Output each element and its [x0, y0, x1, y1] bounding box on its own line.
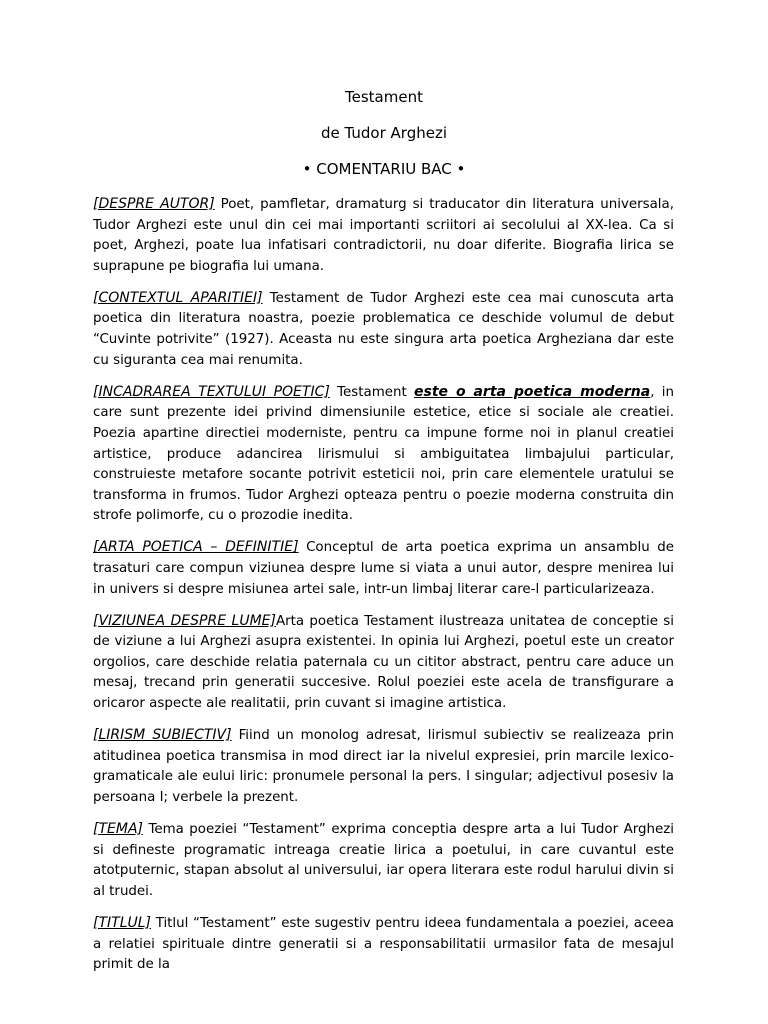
section-despre-autor — [93, 194, 674, 277]
section-arta-poetica-definitie — [93, 537, 674, 600]
section-text: Fiind un monolog adresat, lirismul subiectiv se realizeaza prin atitudinea poetica transmisa in mod direct iar la nivelul expresiei, prin marcile lexico-gramaticale ale eului liric: pronumele personal la pers. I singular; adjectivul posesiv la persoana I; verbele la prezent. — [93, 728, 674, 805]
section-text: Testament — [329, 384, 415, 400]
section-text: Poet, pamfletar, dramaturg si traducator din literatura universala, Tudor Arghezi este unul din cei mai importanti scriitori ai secolului al XX-lea. Ca si poet, Arghezi, poate lua infatisari contradictorii, nu doar diferite. Biografia lirica se suprapune pe biografia lui umana. — [93, 197, 674, 274]
section-emphasis: este o arta poetica moderna — [414, 383, 651, 400]
section-viziunea-despre-lume — [93, 611, 674, 715]
section-label: [LIRISM SUBIECTIV] — [93, 727, 232, 744]
section-incadrarea-textului — [93, 382, 674, 527]
document-title: Testament — [345, 88, 423, 106]
author-line: de Tudor Arghezi — [320, 124, 447, 142]
section-label: [TEMA] — [93, 821, 143, 838]
section-text: Conceptul de arta poetica exprima un ansamblu de trasaturi care compun viziunea despre lume si viata a unui autor, despre menirea lui in univers si despre misiunea artei sale, intr-un limbaj literar care-l particularizeaza. — [93, 540, 674, 597]
section-label: [TITLUL] — [93, 914, 152, 931]
section-titlul — [93, 913, 674, 976]
section-label: [VIZIUNEA DESPRE LUME] — [93, 612, 276, 629]
section-label: [ARTA POETICA – DEFINITIE] — [93, 539, 299, 556]
section-lirism-subiectiv — [93, 725, 674, 808]
section-label: [CONTEXTUL APARITIEI] — [93, 289, 263, 306]
section-contextul-aparitiei — [93, 288, 674, 371]
section-text: Arta poetica Testament ilustreaza unitatea de conceptie si de viziune a lui Arghezi asupra existentei. In opinia lui Arghezi, poetul este un creator orgolios, care deschide relatia paternala cu un cititor abstract, pentru care aduce un mesaj, trecand prin generatii succesive. Rolul poeziei este acela de transfigurare a oricaror aspecte ale realitatii, prin cuvant si imagine artistica. — [93, 613, 674, 712]
section-text: Titlul “Testament” este sugestiv pentru ideea fundamentala a poeziei, aceea a relatiei spirituale dintre generatii si a responsabilitatii urmasilor fata de mesajul primit de la — [93, 915, 674, 973]
document-body — [93, 194, 674, 986]
section-tema — [93, 819, 674, 902]
section-text: Tema poeziei “Testament” exprima conceptia despre arta a lui Tudor Arghezi si defineste programatic intreaga creatie lirica a poetului, in care cuvantul este atotputernic, stapan absolut al universului, iar opera literara este rodul harului divin si al trudei. — [93, 822, 674, 899]
document-subtitle: • COMENTARIU BAC • — [302, 160, 466, 178]
section-text: Testament de Tudor Arghezi este cea mai cunoscuta arta poetica din literatura noastra, poezie problematica ce deschide volumul de debut “Cuvinte potrivite” (1927). Aceasta nu este singura arta poetica Argheziana dar este cu siguranta cea mai renumita. — [93, 290, 674, 368]
section-text: , in care sunt prezente idei privind dimensiunile estetice, etice si sociale ale creatiei. Poezia apartine directiei moderniste, pentru ca impune forme noi in planul creatiei artistice, produce adancirea lirismului si ambiguitatea limbajului particular, construieste metafore socante potrivit esteticii noi, prin care elementele uratului se transforma in frumos. Tudor Arghezi opteaza pentru o poezie moderna construita din strofe polimorfe, cu o prozodie inedita. — [93, 384, 674, 524]
section-label: [DESPRE AUTOR] — [93, 196, 215, 212]
section-label: [INCADRAREA TEXTULUI POETIC] — [93, 383, 330, 400]
